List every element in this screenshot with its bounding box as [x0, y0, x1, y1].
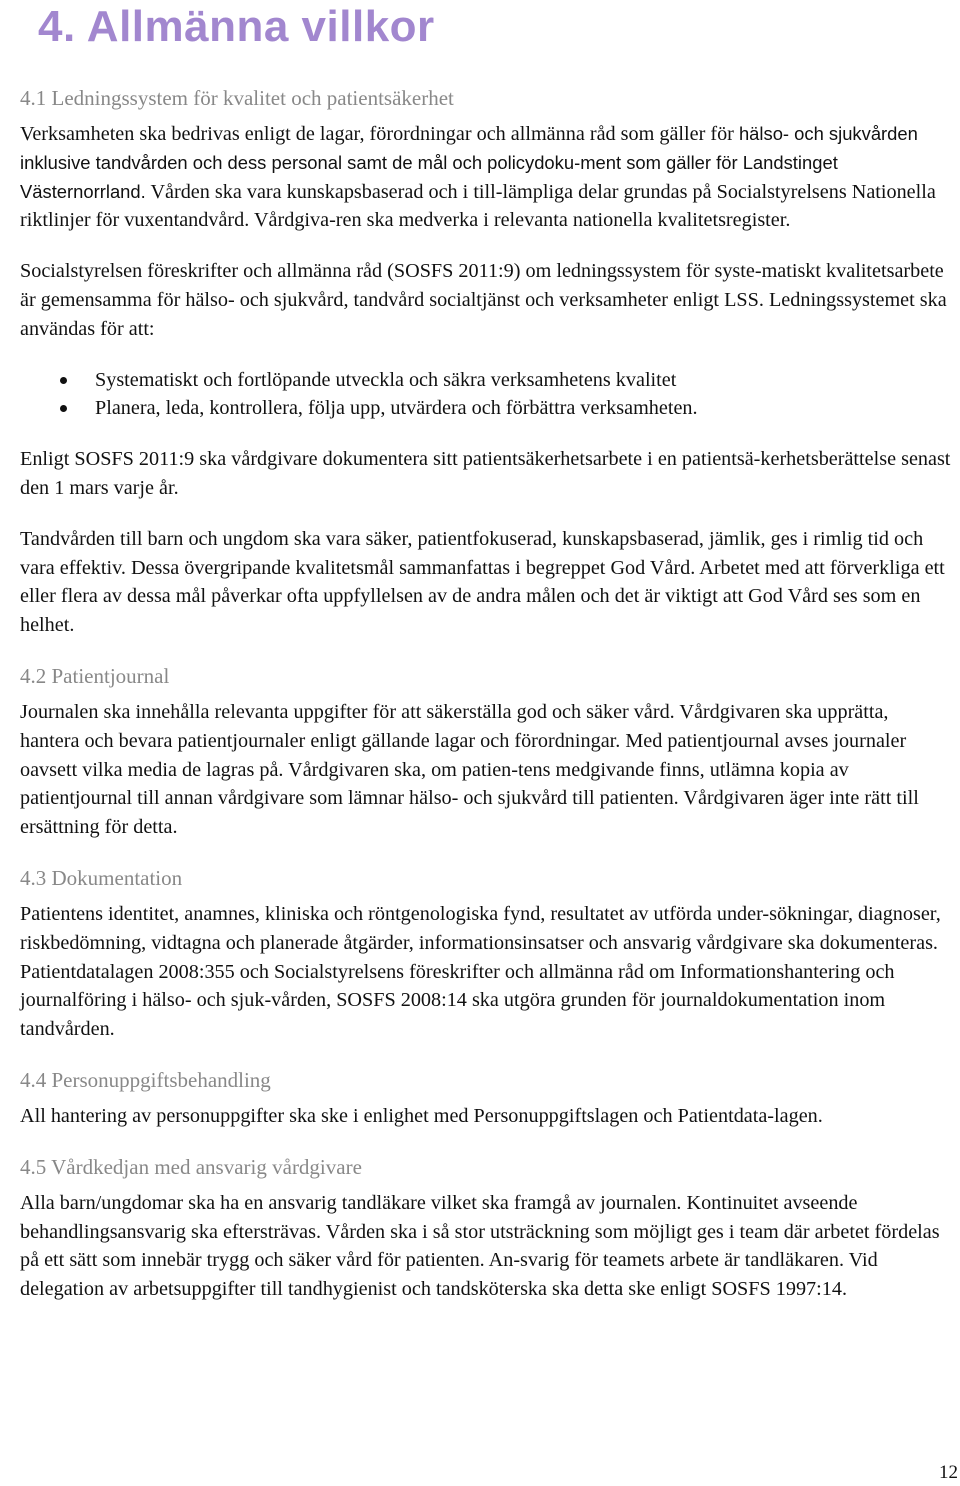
- list-item-text: Systematiskt och fortlöpande utveckla och säkra verksamhetens kvalitet: [95, 368, 677, 391]
- paragraph-text: Verksamheten ska bedrivas enligt de lagar, förordningar och allmänna råd som gäller för: [20, 123, 734, 145]
- paragraph: Tandvården till barn och ungdom ska vara säker, patientfokuserad, kunskapsbaserad, jämlik, ges i rimlig tid och vara effektiv. Dessa övergripande kvalitetsmål sammanfattas i begreppet God Vård. Arbetet med att förverkliga ett eller flera av dessa mål påverkar ofta uppfyllelsen av de andra målen och det är viktigt att God Vård ses som en helhet.: [20, 527, 945, 637]
- bullet-list: [20, 366, 952, 424]
- section-heading: 4.2 Patientjournal: [20, 663, 170, 688]
- section-heading: 4.5 Vårdkedjan med ansvarig vårdgivare: [20, 1154, 362, 1179]
- paragraph-text: Vårdgiva-ren ska medverka i relevanta nationella kvalitetsregister.: [253, 209, 791, 232]
- bullet-icon: [60, 405, 67, 412]
- list-item: [20, 366, 952, 395]
- section-4-3: [20, 864, 952, 1044]
- paragraph: Enligt SOSFS 2011:9 ska vårdgivare dokumentera sitt patientsäkerhetsarbete i en patientsä-kerhetsberättelse senast den 1 mars varje år.: [20, 448, 951, 499]
- chapter-title: 4. Allmänna villkor: [38, 2, 435, 51]
- section-4-1: [20, 84, 952, 640]
- paragraph: Alla barn/ungdomar ska ha en ansvarig tandläkare vilket ska framgå av journalen. Kontinuitet avseende behandlingsansvarig ska eftersträvas. Vården ska i så stor utsträckning som möjligt ges i team där arbetet fördelas på ett sätt som innebär trygg och säker vård för patienten. An-svarig för teamets arbete är tandläkaren. Vid delegation av arbetsuppgifter till tandhygienist och tandsköterska ska detta ske enligt SOSFS 1997:14.: [20, 1191, 940, 1301]
- paragraph: Patientens identitet, anamnes, kliniska och röntgenologiska fynd, resultatet av utförda under-sökningar, diagnoser, riskbedömning, vidtagna och planerade åtgärder, informationsinsatser och ansvarig vårdgivare ska dokumenteras. Patientdatalagen 2008:355 och Socialstyrelsens föreskrifter och allmänna råd om Informationshantering och journalföring i hälso- och sjuk-vården, SOSFS 2008:14 ska utgöra grunden för journaldokumentation inom tandvården.: [20, 902, 941, 1041]
- section-heading: 4.3 Dokumentation: [20, 865, 183, 890]
- paragraph-text: hälso- och sjukvården inklusive tandvården och dess personal samt de mål och policydoku-ment som gäller för Landstinget Västernorrland.: [20, 123, 918, 202]
- paragraph: All hantering av personuppgifter ska ske i enlighet med Personuppgiftslagen och Patientdata-lagen.: [20, 1104, 823, 1127]
- list-item: [20, 394, 952, 423]
- section-heading: 4.1 Ledningssystem för kvalitet och patientsäkerhet: [20, 86, 454, 110]
- section-heading: 4.4 Personuppgiftsbehandling: [20, 1067, 271, 1092]
- paragraph: Socialstyrelsen föreskrifter och allmänna råd (SOSFS 2011:9) om ledningssystem för syste-matiskt kvalitetsarbete är gemensamma för hälso- och sjukvård, tandvård socialtjänst och verksamheter enligt LSS. Ledningssystemet ska användas för att:: [20, 260, 947, 340]
- list-item-text: Planera, leda, kontrollera, följa upp, utvärdera och förbättra verksamheten.: [95, 397, 698, 420]
- section-4-4: [20, 1066, 952, 1131]
- section-4-5: [20, 1153, 952, 1304]
- paragraph-text: Vården ska vara kunskapsbaserad och i till-lämpliga delar grundas på Socialstyrelsens Nationella riktlinjer för vuxentandvård.: [20, 180, 936, 232]
- bullet-icon: [60, 377, 67, 384]
- paragraph: [20, 120, 952, 235]
- document-body: [20, 84, 952, 1304]
- paragraph: Journalen ska innehålla relevanta uppgifter för att säkerställa god och säker vård. Vårdgivaren ska upprätta, hantera och bevara patientjournaler enligt gällande lagar och förordningar. Med patientjournal avses journaler oavsett vilka media de lagras på. Vårdgivaren ska, om patien-tens medgivande finns, utlämna kopia av patientjournal till annan vårdgivare som lämnar hälso- och sjukvård till patienten. Vårdgivaren äger inte rätt till ersättning för detta.: [20, 700, 919, 839]
- section-4-2: [20, 662, 952, 842]
- page-number: 12: [939, 1462, 958, 1483]
